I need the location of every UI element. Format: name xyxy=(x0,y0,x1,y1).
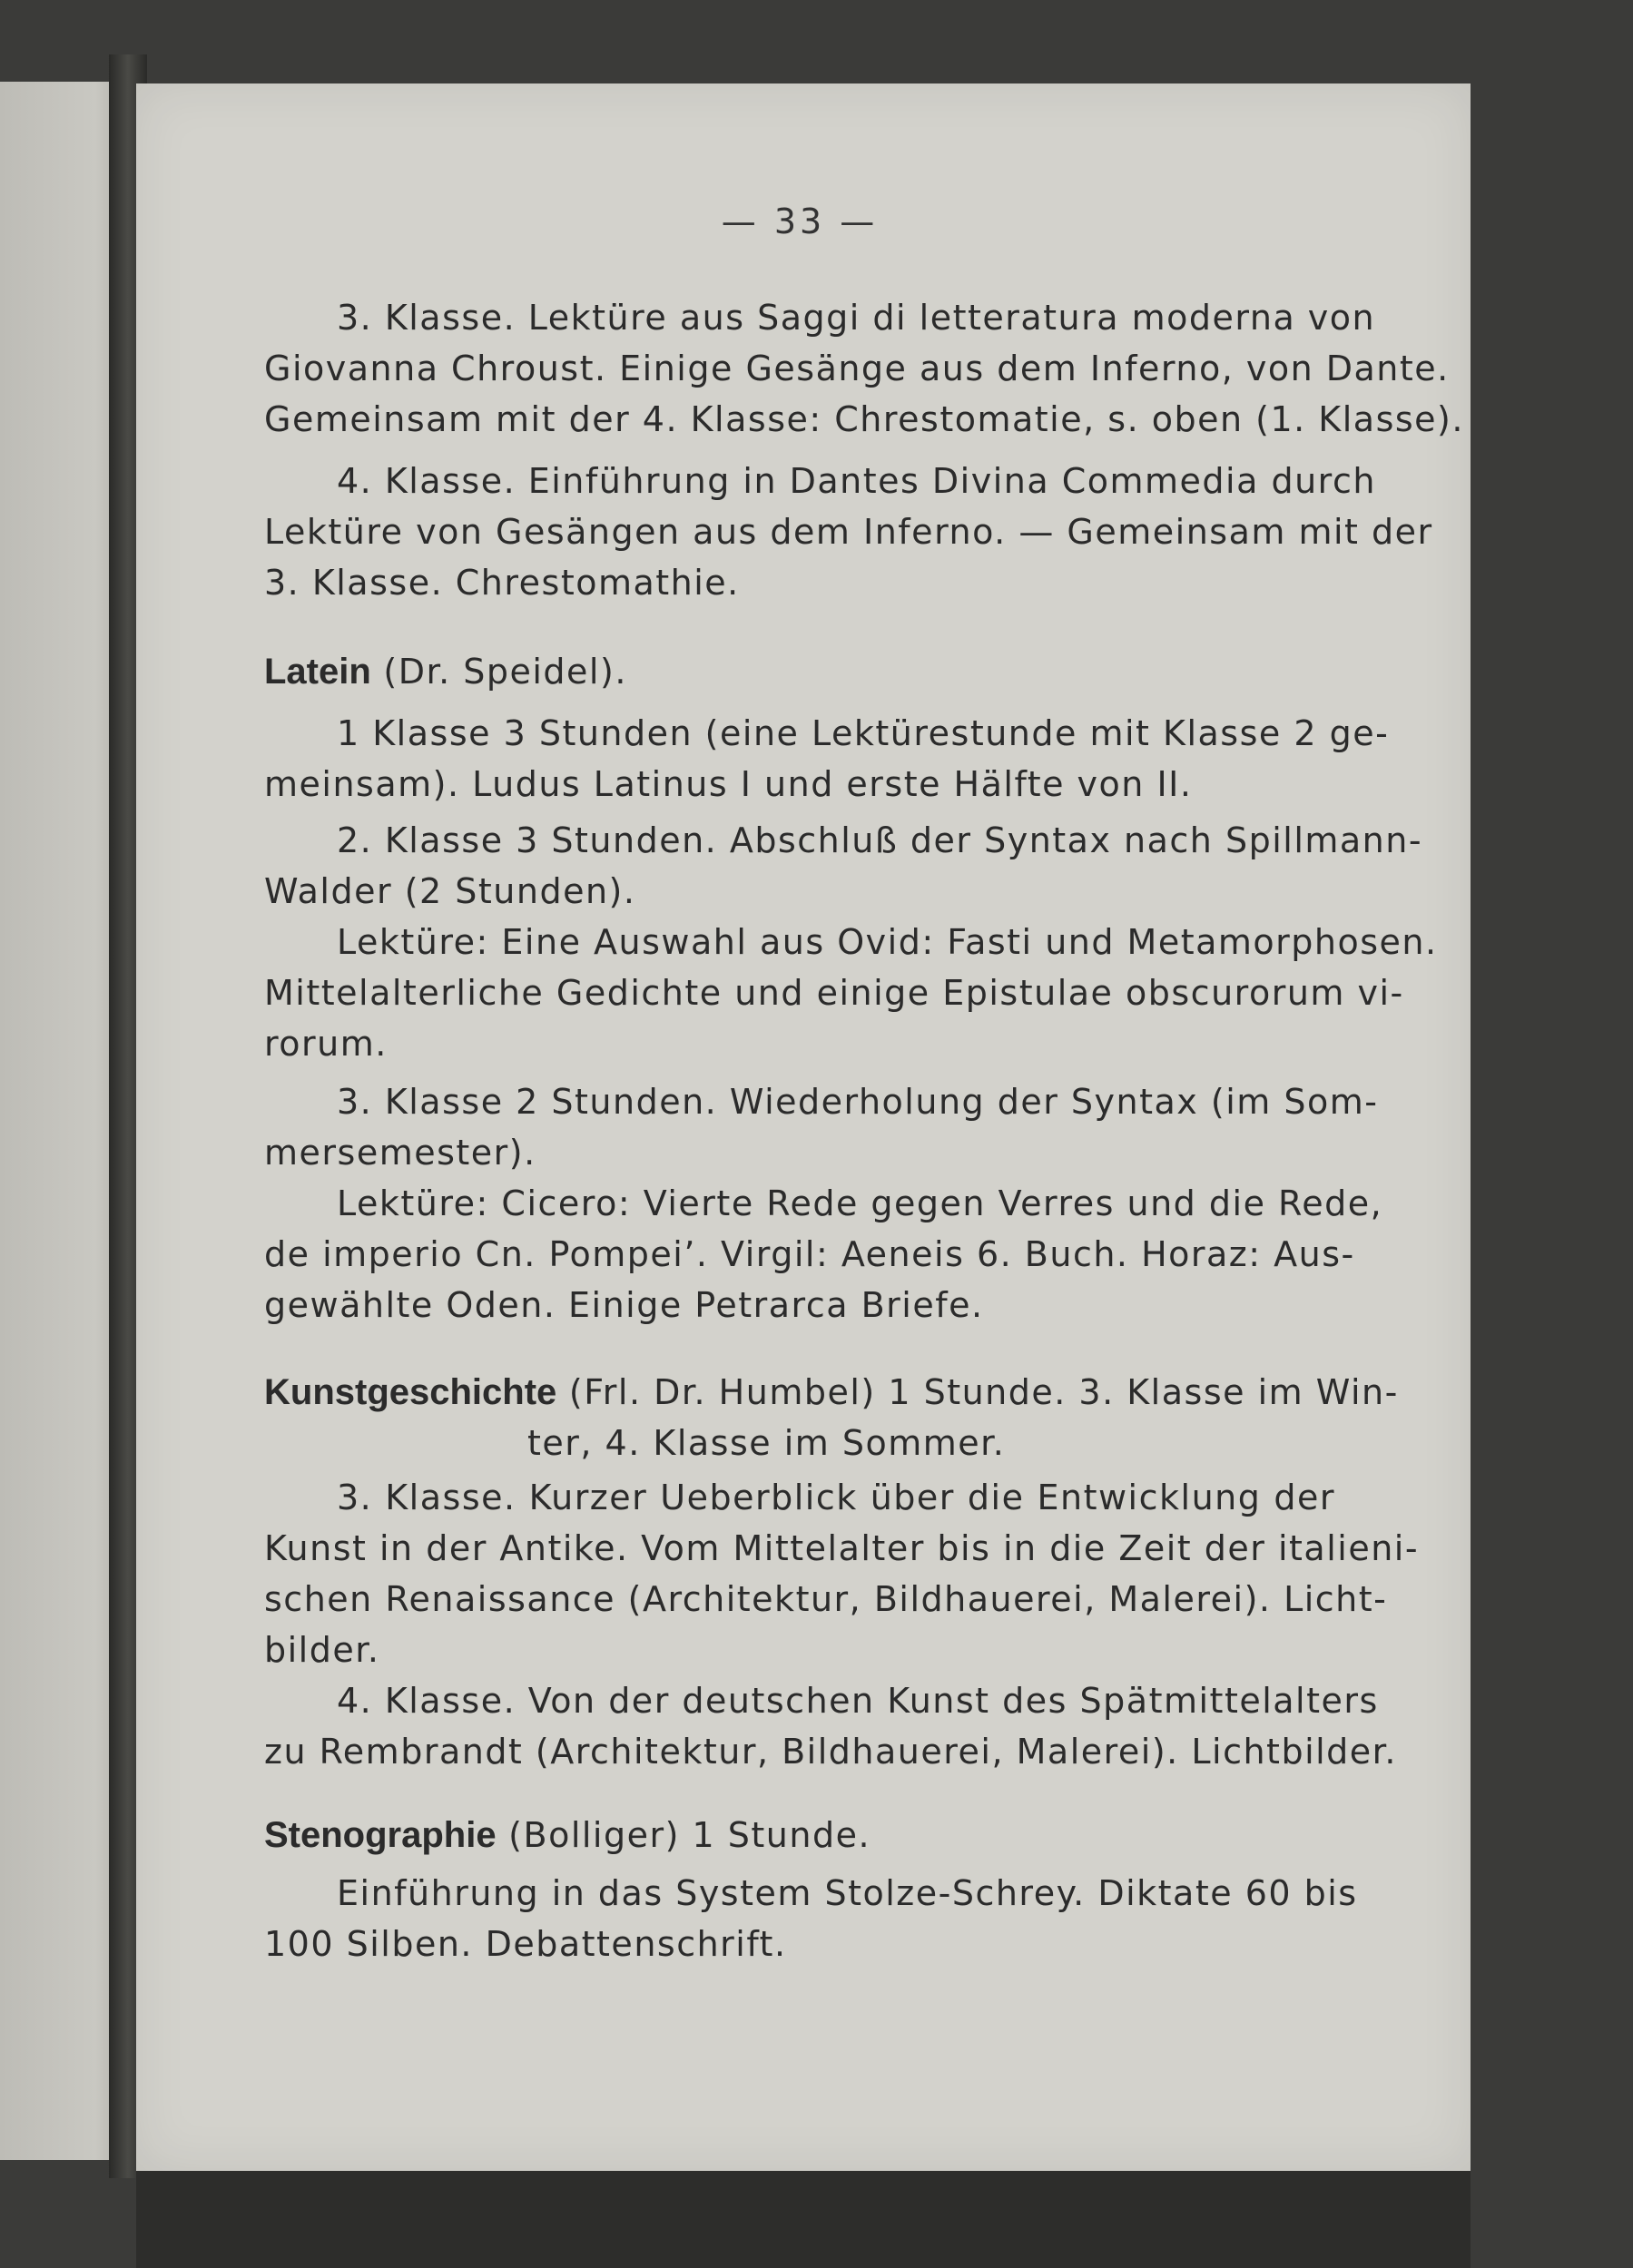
text-line: ter, 4. Klasse im Sommer. xyxy=(527,1423,1006,1463)
text-line: gewählte Oden. Einige Petrarca Briefe. xyxy=(264,1285,984,1325)
text-line: 3. Klasse. Kurzer Ueberblick über die Entwicklung der xyxy=(337,1478,1335,1517)
section-heading-latein xyxy=(264,646,627,697)
text-line: mersemester). xyxy=(264,1133,536,1173)
text-line: bilder. xyxy=(264,1630,380,1670)
text-line: rorum. xyxy=(264,1024,388,1064)
text-line: zu Rembrandt (Architektur, Bildhauerei, Malerei). Lichtbilder. xyxy=(264,1732,1397,1772)
heading-stenographie-rest: (Bolliger) 1 Stunde. xyxy=(496,1815,871,1855)
text-line: schen Renaissance (Architektur, Bildhauerei, Malerei). Licht- xyxy=(264,1579,1388,1619)
text-line: 3. Klasse. Lektüre aus Saggi di letteratura moderna von xyxy=(337,298,1376,338)
text-line: Lektüre: Eine Auswahl aus Ovid: Fasti und Metamorphosen. xyxy=(337,922,1438,962)
text-line: 100 Silben. Debattenschrift. xyxy=(264,1924,787,1964)
text-line: Lektüre von Gesängen aus dem Inferno. — Gemeinsam mit der xyxy=(264,512,1433,552)
text-line: Einführung in das System Stolze-Schrey. Diktate 60 bis xyxy=(337,1873,1358,1913)
text-line: Gemeinsam mit der 4. Klasse: Chrestomatie, s. oben (1. Klasse). xyxy=(264,399,1464,439)
text-line: meinsam). Ludus Latinus I und erste Hälfte von II. xyxy=(264,764,1193,804)
heading-stenographie: Stenographie xyxy=(264,1815,497,1855)
section-heading-stenographie xyxy=(264,1810,871,1861)
text-line: Mittelalterliche Gedichte und einige Epistulae obscurorum vi- xyxy=(264,973,1404,1013)
text-line: 1 Klasse 3 Stunden (eine Lektürestunde mit Klasse 2 ge- xyxy=(337,713,1390,753)
text-line: Kunst in der Antike. Vom Mittelalter bis in die Zeit der italieni- xyxy=(264,1528,1420,1568)
section-heading-kunstgeschichte xyxy=(264,1367,1399,1418)
heading-latein: Latein xyxy=(264,652,371,692)
text-line: 3. Klasse 2 Stunden. Wiederholung der Syntax (im Som- xyxy=(337,1082,1379,1122)
scan-background xyxy=(136,2171,1471,2268)
text-line: Lektüre: Cicero: Vierte Rede gegen Verres und die Rede, xyxy=(337,1183,1383,1223)
page-number: — 33 — xyxy=(721,201,879,241)
text-line: 4. Klasse. Von der deutschen Kunst des Spätmittelalters xyxy=(337,1681,1379,1721)
text-line: Walder (2 Stunden). xyxy=(264,871,636,911)
text-line: 2. Klasse 3 Stunden. Abschluß der Syntax nach Spillmann- xyxy=(337,820,1423,860)
text-line: Giovanna Chroust. Einige Gesänge aus dem Inferno, von Dante. xyxy=(264,349,1450,388)
text-line: 3. Klasse. Chrestomathie. xyxy=(264,563,740,603)
text-line: 4. Klasse. Einführung in Dantes Divina Commedia durch xyxy=(337,461,1376,501)
heading-kunstgeschichte: Kunstgeschichte xyxy=(264,1372,557,1412)
text-line: de imperio Cn. Pompei’. Virgil: Aeneis 6. Buch. Horaz: Aus- xyxy=(264,1234,1355,1274)
heading-latein-rest: (Dr. Speidel). xyxy=(370,652,627,692)
heading-kunstgeschichte-rest: (Frl. Dr. Humbel) 1 Stunde. 3. Klasse im Win- xyxy=(556,1372,1399,1412)
